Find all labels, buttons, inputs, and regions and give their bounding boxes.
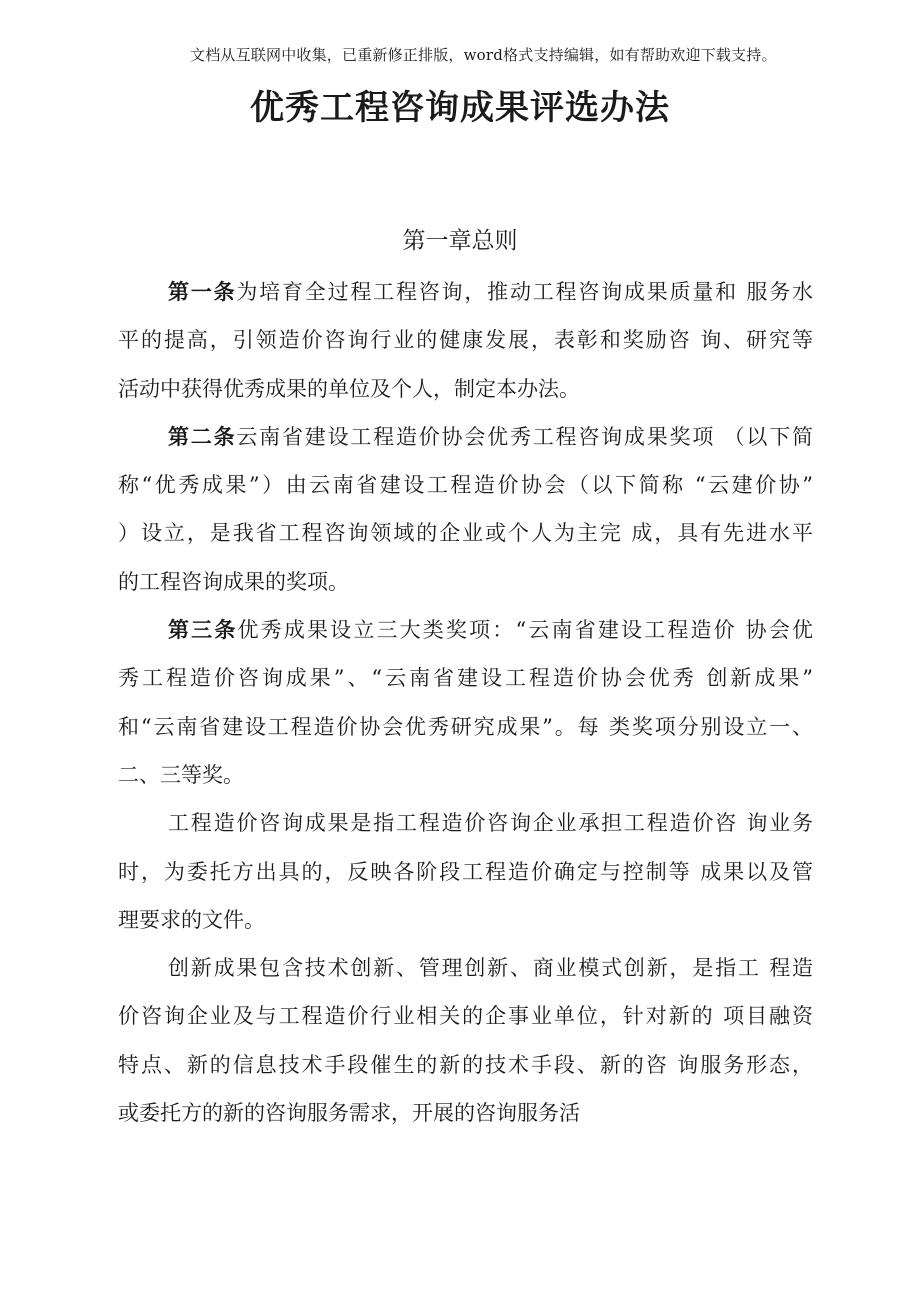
article-number: 第一条 — [168, 280, 237, 304]
text-line — [118, 606, 813, 654]
text-line: 活动中获得优秀成果的单位及个人，制定本办法。 — [118, 376, 580, 401]
article-number: 第三条 — [168, 618, 238, 643]
document-title: 优秀工程咨询成果评选办法 — [250, 88, 670, 128]
article-2 — [118, 413, 813, 606]
paragraph-innovation-results — [118, 944, 813, 1137]
document-body — [118, 268, 813, 1137]
text-line: 称“优秀成果”）由云南省建设工程造价协会（以下简称 “云建价协” — [118, 473, 813, 498]
text-line: 二、三等奖。 — [118, 762, 244, 787]
text-line: 和“云南省建设工程造价协会优秀研究成果”。每 类奖项分别设立一、 — [118, 714, 813, 739]
text-line: 价咨询企业及与工程造价行业相关的企事业单位，针对新的 项目融资 — [118, 1004, 813, 1029]
paragraph-consulting-results — [118, 799, 813, 944]
line-text: 优秀成果设立三大类奖项：“云南省建设工程造价 协会优 — [237, 618, 813, 643]
line-text: 为培育全过程工程咨询，推动工程咨询成果质量和 服务水 — [236, 280, 813, 304]
text-line: 平的提高，引领造价咨询行业的健康发展，表彰和奖励咨 询、研究等 — [118, 328, 813, 353]
chapter-heading: 第一章总则 — [402, 228, 518, 254]
text-line: 创新成果包含技术创新、管理创新、商业模式创新，是指工 程造 — [168, 956, 813, 981]
text-line: 或委托方的新的咨询服务需求，开展的咨询服务活 — [118, 1101, 580, 1126]
text-line: 时，为委托方出具的，反映各阶段工程造价确定与控制等 成果以及管 — [118, 859, 813, 884]
text-line: 秀工程造价咨询成果”、“云南省建设工程造价协会优秀 创新成果” — [118, 666, 813, 691]
text-line: ）设立，是我省工程咨询领域的企业或个人为主完 成，具有先进水平 — [118, 521, 813, 546]
text-line — [118, 268, 813, 316]
text-line: 的工程咨询成果的奖项。 — [118, 569, 349, 594]
text-line — [118, 413, 813, 461]
article-number: 第二条 — [168, 424, 237, 449]
header-note: 文档从互联网中收集，已重新修正排版，word格式支持编辑，如有帮助欢迎下载支持。 — [190, 46, 777, 64]
line-text: 云南省建设工程造价协会优秀工程咨询成果奖项 （以下简 — [236, 424, 813, 449]
text-line: 特点、新的信息技术手段催生的新的技术手段、新的咨 询服务形态， — [118, 1052, 813, 1077]
article-1 — [118, 268, 813, 413]
text-line: 理要求的文件。 — [118, 907, 265, 932]
text-line: 工程造价咨询成果是指工程造价咨询企业承担工程造价咨 询业务 — [168, 811, 813, 836]
article-3 — [118, 606, 813, 799]
